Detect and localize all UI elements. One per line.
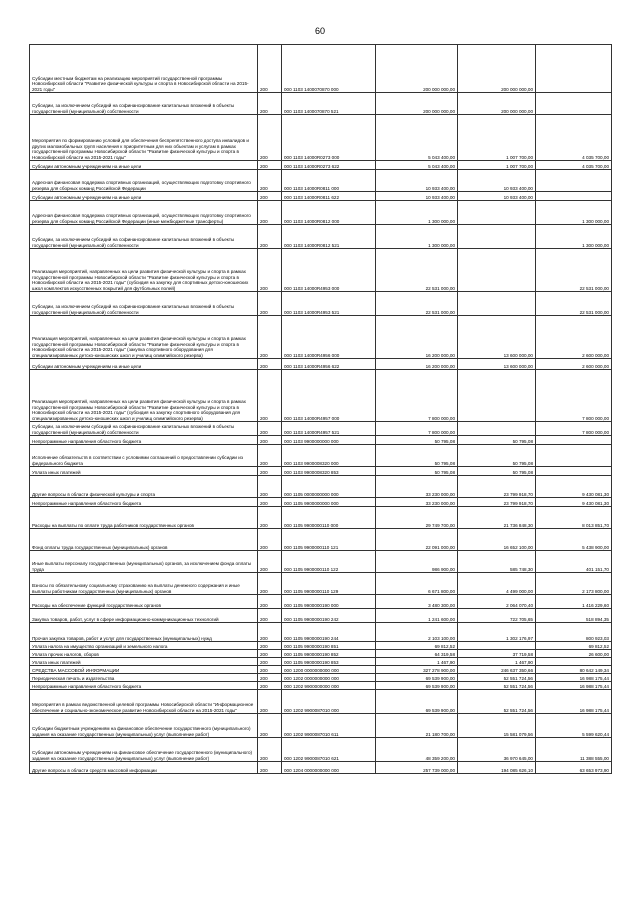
cell-remainder [536, 192, 612, 201]
cell-csr: 000 1103 14000R4957 000 [282, 370, 376, 422]
cell-code: 200 [258, 445, 282, 467]
cell-remainder [536, 658, 612, 666]
cell-csr: 000 1103 14000R4956 622 [282, 359, 376, 370]
cell-remainder [536, 445, 612, 467]
cell-csr: 000 1202 9900087010 621 [282, 738, 376, 762]
cell-name: Непрограммные направления областного бюджета [30, 498, 258, 507]
cell-total: 22 091 000,00 [376, 529, 458, 551]
cell-code: 200 [258, 436, 282, 445]
cell-code: 200 [258, 714, 282, 738]
cell-name: Расходы на выплаты по оплате труда работников государственных органов [30, 507, 258, 529]
cell-csr: 000 1202 9900087010 611 [282, 714, 376, 738]
cell-name: Субсидии автономным учреждениям на финансовое обеспечение государственного (муниципального) задания на оказание государственных (муниципальных) услуг (выполнение работ) [30, 738, 258, 762]
table-row [30, 201, 612, 225]
cell-remainder: 2 173 800,00 [536, 573, 612, 595]
cell-remainder: 11 388 555,00 [536, 738, 612, 762]
cell-remainder: 1 300 000,00 [536, 201, 612, 225]
cell-total: 16 200 000,00 [376, 359, 458, 370]
table-row [30, 682, 612, 690]
cell-remainder: 69 812,52 [536, 642, 612, 650]
cell-csr: 000 1103 14000R4953 521 [282, 292, 376, 316]
cell-executed [458, 292, 536, 316]
cell-code: 200 [258, 738, 282, 762]
cell-code: 200 [258, 192, 282, 201]
cell-remainder: 7 800 000,00 [536, 422, 612, 436]
cell-executed: 10 933 400,00 [458, 192, 536, 201]
cell-total: 7 800 000,00 [376, 422, 458, 436]
cell-name: Субсидии бюджетным учреждениям на финансовое обеспечение государственного (муниципального) задания на оказание государственных (муниципальных) услуг (выполнение работ) [30, 714, 258, 738]
cell-total: 257 739 000,00 [376, 762, 458, 774]
cell-executed: 200 000 000,00 [458, 93, 536, 115]
table-row [30, 666, 612, 674]
cell-total: 69 539 900,00 [376, 690, 458, 714]
cell-executed: 194 085 626,10 [458, 762, 536, 774]
cell-remainder: 4 035 700,00 [536, 161, 612, 170]
cell-total: 50 795,08 [376, 436, 458, 445]
cell-csr: 000 1105 0000000000 000 [282, 476, 376, 498]
table-row [30, 658, 612, 666]
cell-csr: 000 1204 0000000000 000 [282, 762, 376, 774]
cell-name: Субсидии, за исключением субсидий на софинансирование капитальных вложений в объекты государственной (муниципальной) собственности [30, 422, 258, 436]
cell-name: Иные выплаты персоналу государственных (муниципальных) органов, за исключением фонда оплаты труда [30, 551, 258, 573]
cell-code: 200 [258, 573, 282, 595]
cell-code: 200 [258, 115, 282, 161]
cell-csr: 000 1103 9900008320 853 [282, 467, 376, 476]
cell-total: 1 467,90 [376, 658, 458, 666]
cell-total: 7 800 000,00 [376, 370, 458, 422]
table-row [30, 422, 612, 436]
cell-executed: 15 581 079,56 [458, 714, 536, 738]
cell-code: 200 [258, 467, 282, 476]
cell-code: 200 [258, 359, 282, 370]
cell-total: 5 043 400,00 [376, 161, 458, 170]
cell-remainder: 80 642 149,34 [536, 666, 612, 674]
cell-remainder [536, 467, 612, 476]
cell-executed: 4 499 000,00 [458, 573, 536, 595]
cell-name: Уплата иных платежей [30, 467, 258, 476]
cell-name: Мероприятия в рамках ведомственной целевой программы Новосибирской области "Информационное обеспечение и социально-экономическое развитие Новосибирской области на 2015-2021 годы" [30, 690, 258, 714]
cell-remainder: 22 531 000,00 [536, 249, 612, 292]
table-row [30, 115, 612, 161]
cell-remainder: 22 531 000,00 [536, 292, 612, 316]
cell-remainder: 4 035 700,00 [536, 115, 612, 161]
cell-executed [458, 249, 536, 292]
table-row [30, 551, 612, 573]
cell-code: 200 [258, 370, 282, 422]
cell-name: Уплата прочих налогов, сборов [30, 650, 258, 658]
cell-name: Уплата иных платежей [30, 658, 258, 666]
cell-executed: 13 600 000,00 [458, 316, 536, 359]
cell-remainder: 1 416 229,60 [536, 595, 612, 609]
cell-csr: 000 1105 9900000110 000 [282, 507, 376, 529]
cell-name: Субсидии автономным учреждениям на иные цели [30, 161, 258, 170]
cell-executed: 1 302 176,97 [458, 623, 536, 642]
cell-csr: 000 1202 0000000000 000 [282, 674, 376, 682]
cell-executed: 246 637 350,66 [458, 666, 536, 674]
cell-remainder: 800 923,03 [536, 623, 612, 642]
cell-csr: 000 1103 14000R4953 000 [282, 249, 376, 292]
cell-total: 10 933 400,00 [376, 192, 458, 201]
cell-csr: 000 1103 14000R4957 521 [282, 422, 376, 436]
cell-executed: 13 600 000,00 [458, 359, 536, 370]
cell-code: 200 [258, 292, 282, 316]
cell-executed: 52 551 724,56 [458, 690, 536, 714]
cell-code: 200 [258, 609, 282, 623]
cell-remainder [536, 45, 612, 93]
cell-csr: 000 1105 9900000000 000 [282, 498, 376, 507]
cell-name: Адресная финансовая поддержка спортивных организаций, осуществляющих подготовку спортивного резерва для сборных команд Российской Федерации (иные межбюджетные трансферты) [30, 201, 258, 225]
table-row [30, 170, 612, 192]
table-row [30, 650, 612, 658]
cell-code: 200 [258, 623, 282, 642]
cell-name: Реализация мероприятий, направленных на цели развития физической культуры и спорта в рамках государственной программы Новосибирской области "Развитие физической культуры и спорта в Новосибирской области на 2015-2021 годы" (субсидия на закупку спортивного оборудования для специализированных детско-юношеских школ и училищ олимпийского резерва) [30, 370, 258, 422]
cell-csr: 000 1105 9900000110 122 [282, 551, 376, 573]
cell-executed: 50 795,08 [458, 445, 536, 467]
table-row [30, 225, 612, 249]
cell-remainder: 7 800 000,00 [536, 370, 612, 422]
cell-executed: 52 551 724,56 [458, 682, 536, 690]
cell-executed: 50 795,08 [458, 467, 536, 476]
cell-remainder: 63 653 973,90 [536, 762, 612, 774]
cell-total: 64 319,58 [376, 650, 458, 658]
cell-remainder: 2 600 000,00 [536, 359, 612, 370]
cell-total: 1 300 000,00 [376, 225, 458, 249]
cell-csr: 000 1105 9900000190 000 [282, 595, 376, 609]
table-row [30, 45, 612, 93]
cell-remainder: 16 988 175,44 [536, 674, 612, 682]
table-row [30, 445, 612, 467]
cell-csr: 000 1103 14000R0812 521 [282, 225, 376, 249]
cell-total: 29 749 700,00 [376, 507, 458, 529]
cell-executed: 722 705,65 [458, 609, 536, 623]
cell-name: Непрограммные направления областного бюджета [30, 682, 258, 690]
cell-executed [458, 201, 536, 225]
cell-total: 986 900,00 [376, 551, 458, 573]
cell-executed: 21 736 848,30 [458, 507, 536, 529]
cell-executed [458, 225, 536, 249]
cell-executed: 37 719,58 [458, 650, 536, 658]
cell-executed: 1 467,90 [458, 658, 536, 666]
cell-code: 200 [258, 762, 282, 774]
cell-executed: 36 970 645,00 [458, 738, 536, 762]
cell-remainder: 8 013 851,70 [536, 507, 612, 529]
cell-code: 200 [258, 658, 282, 666]
cell-total: 69 539 900,00 [376, 674, 458, 682]
cell-executed: 50 795,08 [458, 436, 536, 445]
cell-total: 200 000 000,00 [376, 45, 458, 93]
cell-executed: 52 551 724,56 [458, 674, 536, 682]
cell-name: Периодическая печать и издательства [30, 674, 258, 682]
table-row [30, 161, 612, 170]
cell-code: 200 [258, 476, 282, 498]
cell-name: Субсидии автономным учреждениям на иные цели [30, 192, 258, 201]
cell-total: 5 043 400,00 [376, 115, 458, 161]
cell-total: 2 103 100,00 [376, 623, 458, 642]
table-row [30, 642, 612, 650]
table-row [30, 674, 612, 682]
table-row [30, 595, 612, 609]
cell-remainder: 9 430 081,30 [536, 498, 612, 507]
cell-executed: 23 799 918,70 [458, 498, 536, 507]
cell-remainder: 16 988 175,44 [536, 682, 612, 690]
cell-code: 200 [258, 682, 282, 690]
cell-remainder: 1 300 000,00 [536, 225, 612, 249]
cell-code: 200 [258, 422, 282, 436]
cell-remainder: 26 600,00 [536, 650, 612, 658]
cell-name: Расходы на обеспечение функций государственных органов [30, 595, 258, 609]
cell-csr: 000 1200 0000000000 000 [282, 666, 376, 674]
cell-csr: 000 1103 9900008320 000 [282, 445, 376, 467]
cell-code: 200 [258, 45, 282, 93]
cell-name: Реализация мероприятий, направленных на цели развития физической культуры и спорта в рамках государственной программы Новосибирской области "Развитие физической культуры и спорта в Новосибирской области на 2015-2021 годы" (закупка спортивного оборудования для специализированных детско-юношеских школ и училищ олимпийского резерва) [30, 316, 258, 359]
cell-total: 48 359 200,00 [376, 738, 458, 762]
cell-total: 69 812,52 [376, 642, 458, 650]
cell-total: 327 278 900,00 [376, 666, 458, 674]
table-row [30, 476, 612, 498]
cell-code: 200 [258, 170, 282, 192]
cell-csr: 000 1103 14000R0273 622 [282, 161, 376, 170]
cell-code: 200 [258, 161, 282, 170]
cell-csr: 000 1103 1400070870 521 [282, 93, 376, 115]
cell-total: 3 480 300,00 [376, 595, 458, 609]
cell-executed: 200 000 000,00 [458, 45, 536, 93]
cell-total: 1 300 000,00 [376, 201, 458, 225]
cell-csr: 000 1105 9900000190 242 [282, 609, 376, 623]
table-row [30, 762, 612, 774]
cell-remainder: 5 599 620,44 [536, 714, 612, 738]
cell-code: 200 [258, 650, 282, 658]
cell-remainder: 16 988 175,44 [536, 690, 612, 714]
cell-total: 50 795,08 [376, 467, 458, 476]
cell-name: Субсидии, за исключением субсидий на софинансирование капитальных вложений в объекты государственной (муниципальной) собственности [30, 93, 258, 115]
cell-csr: 000 1103 14000R0273 000 [282, 115, 376, 161]
cell-executed: 10 933 400,00 [458, 170, 536, 192]
cell-code: 200 [258, 690, 282, 714]
table-row [30, 714, 612, 738]
cell-csr: 000 1202 9900000000 000 [282, 682, 376, 690]
table-row [30, 370, 612, 422]
table-row [30, 738, 612, 762]
cell-name: Прочая закупка товаров, работ и услуг для государственных (муниципальных) нужд [30, 623, 258, 642]
cell-total: 1 241 600,00 [376, 609, 458, 623]
table-row [30, 573, 612, 595]
cell-code: 200 [258, 674, 282, 682]
table-row [30, 690, 612, 714]
cell-total: 16 200 000,00 [376, 316, 458, 359]
cell-code: 200 [258, 595, 282, 609]
cell-remainder: 2 600 000,00 [536, 316, 612, 359]
cell-csr: 000 1202 9900087010 000 [282, 690, 376, 714]
cell-remainder [536, 436, 612, 445]
cell-name: Фонд оплаты труда государственных (муниципальных) органов [30, 529, 258, 551]
cell-executed: 16 652 100,00 [458, 529, 536, 551]
cell-name: Другие вопросы в области физической культуры и спорта [30, 476, 258, 498]
table-row [30, 359, 612, 370]
cell-csr: 000 1103 14000R0812 000 [282, 201, 376, 225]
cell-name: Другие вопросы в области средств массовой информации [30, 762, 258, 774]
cell-executed [458, 422, 536, 436]
cell-name: Непрограммные направления областного бюджета [30, 436, 258, 445]
cell-name: Субсидии местным бюджетам на реализацию мероприятий государственной программы Новосибирской области "Развитие физической культуры и спорта в Новосибирской области на 2015-2021 годы" [30, 45, 258, 93]
cell-name: Уплата налога на имущество организаций и земельного налога [30, 642, 258, 650]
cell-total: 10 933 400,00 [376, 170, 458, 192]
cell-code: 200 [258, 551, 282, 573]
cell-csr: 000 1105 9900000190 244 [282, 623, 376, 642]
cell-total: 22 531 000,00 [376, 249, 458, 292]
cell-total: 22 531 000,00 [376, 292, 458, 316]
cell-total: 21 180 700,00 [376, 714, 458, 738]
cell-executed [458, 370, 536, 422]
cell-executed [458, 642, 536, 650]
cell-executed: 1 007 700,00 [458, 115, 536, 161]
cell-csr: 000 1103 14000R4956 000 [282, 316, 376, 359]
cell-csr: 000 1105 9900000190 853 [282, 658, 376, 666]
cell-csr: 000 1103 14000R0811 622 [282, 192, 376, 201]
cell-remainder: 9 430 081,30 [536, 476, 612, 498]
page-number: 60 [314, 26, 325, 36]
cell-executed: 2 064 070,40 [458, 595, 536, 609]
cell-name: Адресная финансовая поддержка спортивных организаций, осуществляющих подготовку спортивного резерва для сборных команд Российской Федерации [30, 170, 258, 192]
cell-code: 200 [258, 93, 282, 115]
cell-name: СРЕДСТВА МАССОВОЙ ИНФОРМАЦИИ [30, 666, 258, 674]
cell-code: 200 [258, 507, 282, 529]
cell-csr: 000 1105 9900000190 852 [282, 650, 376, 658]
cell-executed: 1 007 700,00 [458, 161, 536, 170]
cell-code: 200 [258, 642, 282, 650]
cell-code: 200 [258, 201, 282, 225]
cell-remainder: 401 151,70 [536, 551, 612, 573]
table-row [30, 498, 612, 507]
cell-csr: 000 1103 9900000000 000 [282, 436, 376, 445]
cell-name: Субсидии, за исключением субсидий на софинансирование капитальных вложений в объекты государственной (муниципальной) собственности [30, 225, 258, 249]
cell-total: 69 539 900,00 [376, 682, 458, 690]
cell-code: 200 [258, 666, 282, 674]
cell-total: 33 230 000,00 [376, 498, 458, 507]
cell-name: Закупка товаров, работ, услуг в сфере информационно-коммуникационных технологий [30, 609, 258, 623]
cell-name: Исполнение обязательств в соответствии с условиями соглашений о предоставлении субсидии из федерального бюджета [30, 445, 258, 467]
table-row [30, 436, 612, 445]
budget-execution-table [29, 44, 612, 774]
cell-total: 33 230 000,00 [376, 476, 458, 498]
cell-csr: 000 1105 9900000190 851 [282, 642, 376, 650]
table-row [30, 507, 612, 529]
cell-remainder: 518 894,35 [536, 609, 612, 623]
cell-name: Субсидии автономным учреждениям на иные цели [30, 359, 258, 370]
cell-code: 200 [258, 498, 282, 507]
cell-total: 6 671 800,00 [376, 573, 458, 595]
cell-remainder [536, 93, 612, 115]
table-row [30, 292, 612, 316]
cell-executed: 585 748,30 [458, 551, 536, 573]
cell-name: Субсидии, за исключением субсидий на софинансирование капитальных вложений в объекты государственной (муниципальной) собственности [30, 292, 258, 316]
cell-csr: 000 1103 1400070870 000 [282, 45, 376, 93]
cell-remainder [536, 170, 612, 192]
table-row [30, 192, 612, 201]
cell-code: 200 [258, 316, 282, 359]
cell-csr: 000 1105 9900000110 121 [282, 529, 376, 551]
cell-csr: 000 1105 9900000110 129 [282, 573, 376, 595]
table-row [30, 249, 612, 292]
cell-code: 200 [258, 225, 282, 249]
cell-code: 200 [258, 529, 282, 551]
table-row [30, 529, 612, 551]
cell-name: Мероприятия по формированию условий для обеспечения беспрепятственного доступа инвалидов и других маломобильных групп населения к приоритетным для них объектам и услугам в рамках государственной программы Новосибирской области "Развитие физической культуры и спорта в Новосибирской области на 2015-2021 годы" [30, 115, 258, 161]
table-row [30, 93, 612, 115]
cell-name: Взносы по обязательному социальному страхованию на выплаты денежного содержания и иные выплаты работникам государственных (муниципальных) органов [30, 573, 258, 595]
table-row [30, 316, 612, 359]
cell-csr: 000 1103 14000R0811 000 [282, 170, 376, 192]
table-row [30, 609, 612, 623]
cell-remainder: 5 438 900,00 [536, 529, 612, 551]
table-row [30, 623, 612, 642]
table-row [30, 467, 612, 476]
cell-total: 200 000 000,00 [376, 93, 458, 115]
cell-code: 200 [258, 249, 282, 292]
cell-executed: 23 799 918,70 [458, 476, 536, 498]
cell-total: 50 795,08 [376, 445, 458, 467]
cell-name: Реализация мероприятий, направленных на цели развития физической культуры и спорта в рамках государственной программы Новосибирской области "Развитие физической культуры и спорта в Новосибирской области на 2015-2021 годы" (субсидия на закупку для спортивных детско-юношеских школ комплектов искусственных покрытий для футбольных полей) [30, 249, 258, 292]
